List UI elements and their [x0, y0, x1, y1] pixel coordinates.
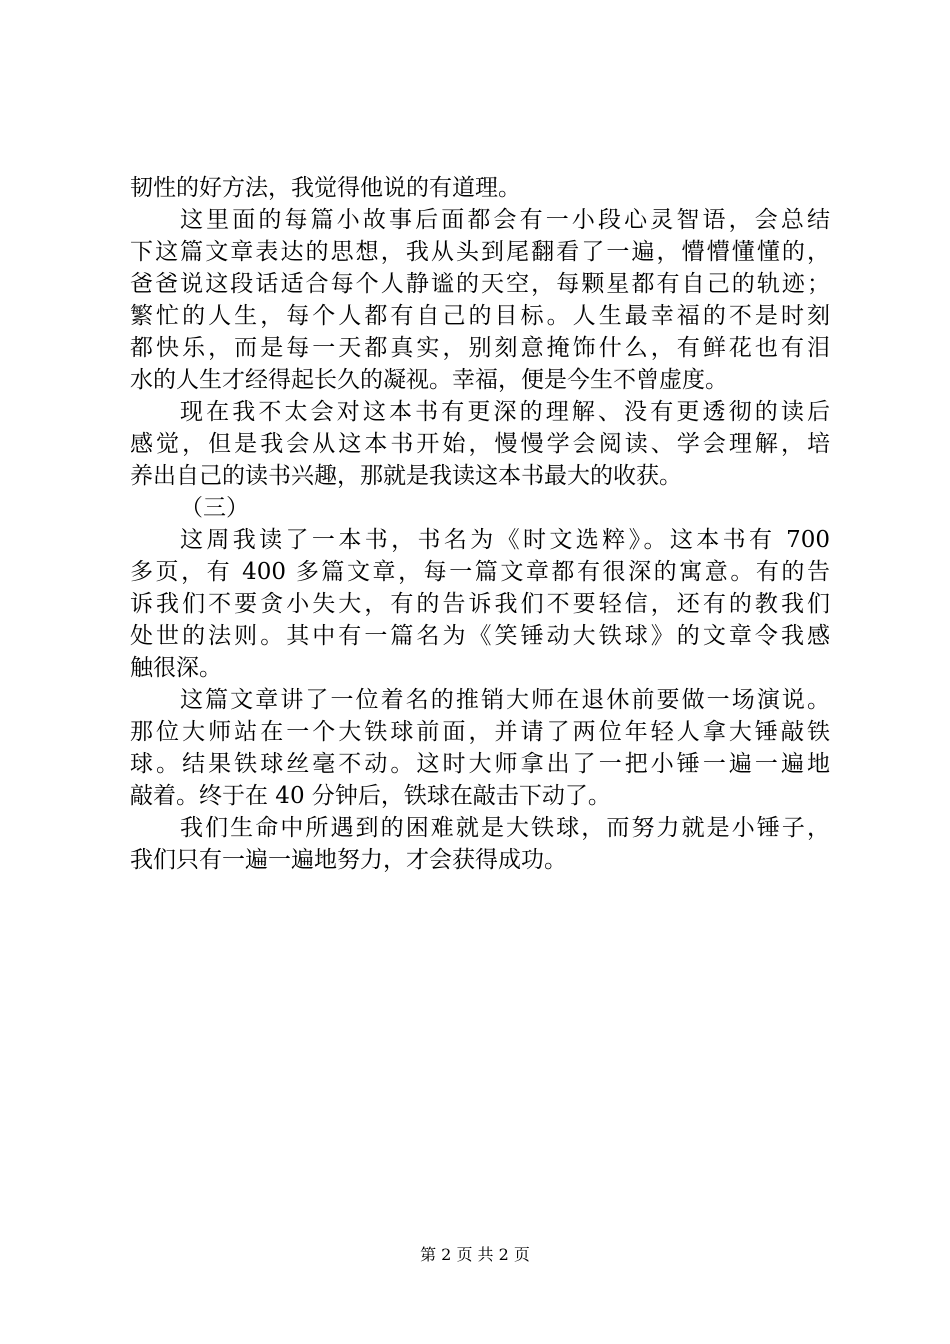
- paragraph: [130, 524, 830, 684]
- paragraph: [130, 812, 830, 876]
- text-line: 诉我们不要贪小失大，有的告诉我们不要轻信，还有的教我们: [130, 591, 830, 617]
- text-line: 多页，有 400 多篇文章，每一篇文章都有很深的寓意。有的告: [130, 559, 830, 585]
- document-body: [130, 172, 830, 876]
- paragraph: [130, 684, 830, 812]
- text-line: 下这篇文章表达的思想，我从头到尾翻看了一遍，懵懵懂懂的，: [130, 239, 830, 265]
- text-line: 球。结果铁球丝毫不动。这时大师拿出了一把小锤一遍一遍地: [130, 751, 830, 777]
- text-line: 这篇文章讲了一位着名的推销大师在退休前要做一场演说。: [180, 687, 830, 713]
- text-line: 都快乐，而是每一天都真实，别刻意掩饰什么，有鲜花也有泪: [130, 335, 830, 361]
- text-line: 我们只有一遍一遍地努力，才会获得成功。: [130, 847, 567, 873]
- text-line: 我们生命中所遇到的困难就是大铁球，而努力就是小锤子，: [180, 815, 830, 841]
- paragraph: [130, 204, 830, 396]
- text-line: 爸爸说这段话适合每个人静谧的天空，每颗星都有自己的轨迹；: [130, 271, 830, 297]
- text-line: 现在我不太会对这本书有更深的理解、没有更透彻的读后: [180, 399, 830, 425]
- paragraph: [130, 492, 830, 524]
- text-line: 处世的法则。其中有一篇名为《笑锤动大铁球》的文章令我感: [130, 623, 830, 649]
- text-line: 敲着。终于在 40 分钟后，铁球在敲击下动了。: [130, 783, 611, 809]
- text-line: 韧性的好方法，我觉得他说的有道理。: [130, 175, 521, 201]
- text-line: 养出自己的读书兴趣，那就是我读这本书最大的收获。: [130, 463, 682, 489]
- text-line: 触很深。: [130, 655, 222, 681]
- text-line: 水的人生才经得起长久的凝视。幸福，便是今生不曾虚度。: [130, 367, 728, 393]
- text-line: 繁忙的人生，每个人都有自己的目标。人生最幸福的不是时刻: [130, 303, 830, 329]
- page-number-label: 第 2 页 共 2 页: [420, 1245, 530, 1264]
- paragraph: [130, 396, 830, 492]
- page-footer: [0, 1245, 950, 1265]
- text-line: （三）: [180, 495, 249, 521]
- paragraph: [130, 172, 830, 204]
- text-line: 这周我读了一本书，书名为《时文选粹》。这本书有 700: [180, 527, 830, 553]
- text-line: 感觉，但是我会从这本书开始，慢慢学会阅读、学会理解，培: [130, 431, 830, 457]
- text-line: 这里面的每篇小故事后面都会有一小段心灵智语，会总结: [180, 207, 830, 233]
- text-line: 那位大师站在一个大铁球前面，并请了两位年轻人拿大锤敲铁: [130, 719, 830, 745]
